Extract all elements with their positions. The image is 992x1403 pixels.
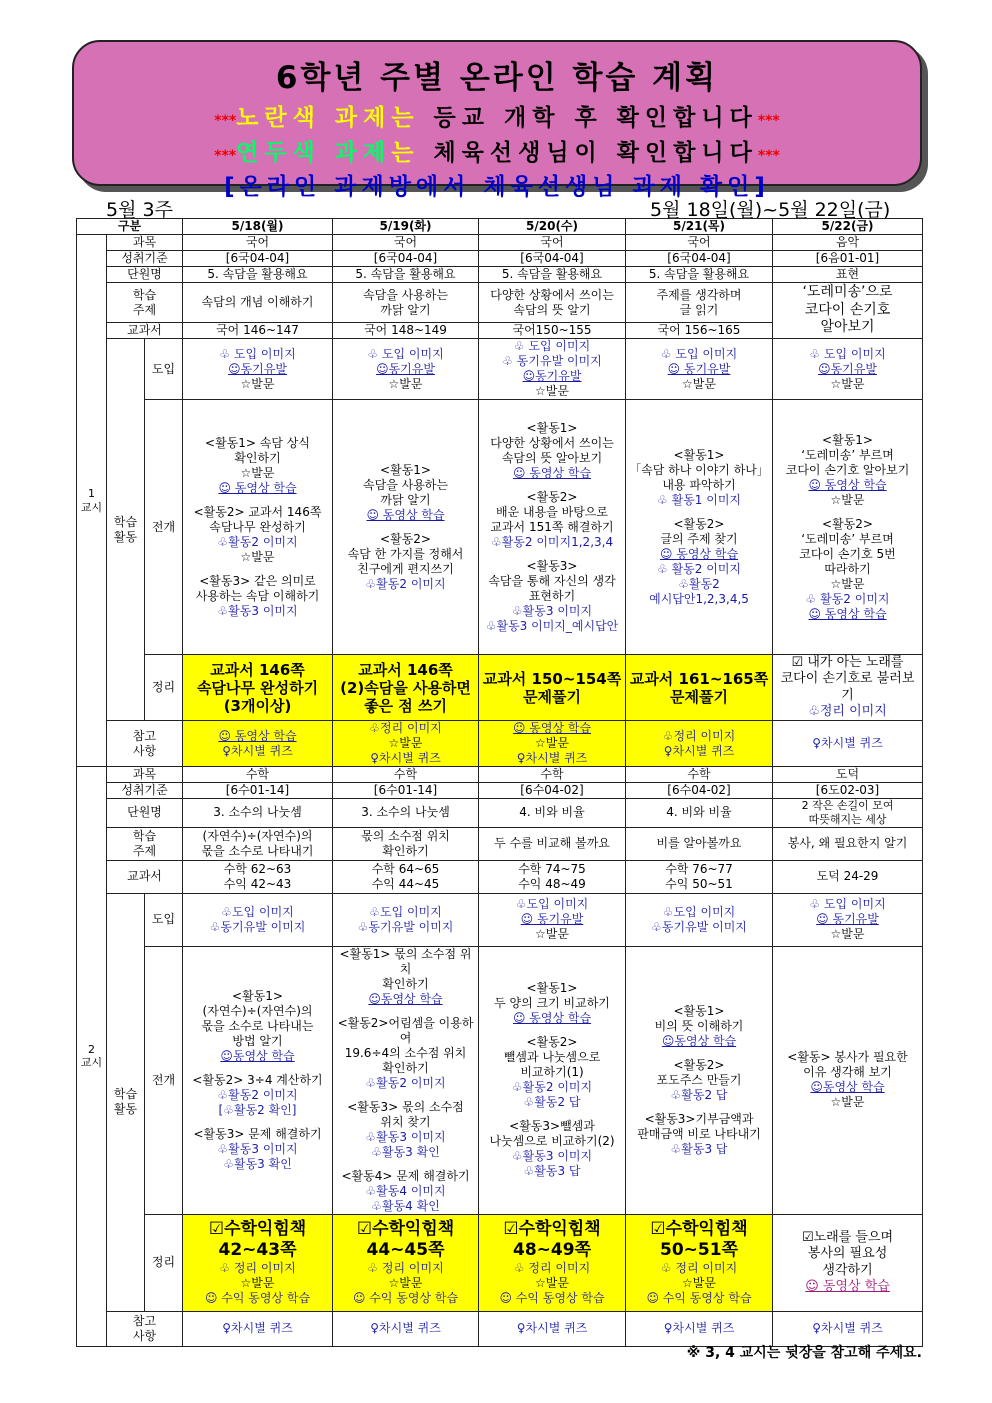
- row-label-dev: 전개: [145, 946, 183, 1214]
- topic-cell: 속담의 개념 이해하기: [183, 283, 333, 323]
- textbook-cell: 수학 64~65 수익 44~45: [333, 860, 479, 893]
- cell-line: ☆발문: [830, 927, 865, 941]
- cell-line: ☺ 동기유발: [520, 912, 584, 926]
- cell-line: <활동2> 포도주스 만들기: [656, 1057, 742, 1087]
- cell-line: ♧활동2 이미지: [365, 1075, 446, 1090]
- row-label-unit: 단원명: [107, 267, 183, 283]
- standard-cell: [6수04-02]: [479, 783, 626, 799]
- cell-line: ♧ 활동2 이미지: [805, 591, 890, 606]
- dev-cell: [626, 946, 773, 1214]
- cell-line: ♧활동3 확인: [223, 1156, 292, 1171]
- row-label-textbook: 교과서: [107, 323, 183, 339]
- cell-line: <활동1> 속담을 사용하는 까닭 알기: [363, 462, 448, 507]
- intro-cell: [333, 893, 479, 946]
- wrap-cell: ☑수학익힘책 48~49쪽 ♧ 정리 이미지 ☆발문 ☺ 수익 동영상 학습: [479, 1214, 626, 1311]
- note-cell: ♧정리 이미지 ♀차시별 퀴즈: [626, 721, 773, 767]
- row-label-note: 참고 사항: [107, 721, 183, 767]
- header-day: 5/19(화): [333, 219, 479, 235]
- textbook-cell: 국어 156~165: [626, 323, 773, 339]
- cell-line: ♧ 동기유발 이미지: [502, 354, 602, 368]
- cell-line: ♧활동4 이미지: [365, 1183, 446, 1198]
- standard-cell: [6국04-04]: [626, 251, 773, 267]
- wrap-cell: 교과서 150~154쪽 문제풀기: [479, 655, 626, 721]
- topic-cell: ‘도레미송’으로 코다이 손기호 알아보기: [773, 283, 923, 339]
- cell-line: <활동2> 배운 내용을 바탕으로 교과서 151쪽 해결하기: [490, 489, 614, 534]
- cell-line: ♧도입 이미지: [221, 904, 294, 919]
- cell-line: ☆발문: [830, 1095, 865, 1109]
- row-label-intro: 도입: [145, 893, 183, 946]
- unit-cell: 4. 비와 비율: [626, 799, 773, 828]
- cell-line: ♧활동4 확인: [371, 1198, 440, 1213]
- cell-line: ☺ 동기유발: [816, 912, 879, 926]
- standard-cell: [6국04-04]: [479, 251, 626, 267]
- cell-line: ♧도입 이미지: [662, 904, 736, 919]
- dev-cell: [773, 946, 923, 1214]
- cell-line: <활동2> ‘도레미송’ 부르며 코다이 손기호 5번 따라하기: [799, 516, 896, 576]
- dev-cell: [333, 400, 479, 655]
- cell-line: ☆발문: [830, 492, 865, 507]
- standard-cell: [6수01-14]: [183, 783, 333, 799]
- cell-line: ♧활동3 이미지: [365, 1129, 446, 1144]
- unit-cell: 3. 소수의 나눗셈: [183, 799, 333, 828]
- cell-line: ☺ 동영상 학습: [512, 1011, 592, 1025]
- cell-line: ♧ 활동2 이미지: [657, 561, 741, 576]
- week-label: 5월 3주: [106, 199, 173, 221]
- dev-cell: [773, 400, 923, 655]
- note-cell: ♀차시별 퀴즈: [479, 1311, 626, 1346]
- cell-line: ♧도입 이미지: [369, 904, 442, 919]
- topic-cell: 다양한 상황에서 쓰이는 속담의 뜻 알기: [479, 283, 626, 323]
- cell-line: ☆발문: [240, 465, 275, 480]
- topic-cell: (자연수)÷(자연수)의 몫을 소수로 나타내기: [183, 827, 333, 860]
- topic-cell: 비를 알아볼까요: [626, 827, 773, 860]
- intro-cell: [626, 893, 773, 946]
- cell-line: ♧ 활동1 이미지: [657, 492, 741, 507]
- cell-line: <활동1> 다양한 상황에서 쓰이는 속담의 뜻 알아보기: [490, 420, 614, 465]
- cell-line: ☆발문: [830, 376, 865, 391]
- cell-line: <활동3> 문제 해결하기: [193, 1126, 322, 1141]
- cell-line: <활동2>어림셈을 이용하여 19.6÷4의 소수점 위치 확인하기: [337, 1015, 474, 1075]
- dev-cell: [479, 400, 626, 655]
- cell-line: <활동2> 교과서 146쪽 속담나무 완성하기: [193, 504, 322, 534]
- cell-line: ☺동영상 학습: [220, 1048, 295, 1063]
- subject-cell: 수학: [183, 767, 333, 783]
- intro-cell: [183, 893, 333, 946]
- notice-yellow: ***노란색 과제는 등교 개학 후 확인합니다***: [214, 105, 780, 131]
- cell-line: ♧활동3 이미지: [511, 603, 593, 618]
- textbook-cell: 국어150~155: [479, 323, 626, 339]
- row-label-subject: 과목: [107, 235, 183, 251]
- subject-cell: 국어: [479, 235, 626, 251]
- row-label-textbook: 교과서: [107, 860, 183, 893]
- cell-line: ♧ 도입 이미지: [367, 346, 444, 361]
- cell-line: <활동3>뺄셈과 나눗셈으로 비교하기(2): [489, 1119, 615, 1148]
- cell-line: [♧활동2 확인]: [218, 1102, 297, 1117]
- cell-line: ☺동영상 학습: [368, 991, 443, 1006]
- cell-line: <활동3> 속담을 통해 자신의 생각 표현하기: [488, 558, 616, 603]
- notice-green: ***연두색 과제는 체육선생님이 확인합니다***: [214, 140, 780, 166]
- standard-cell: [6수04-02]: [626, 783, 773, 799]
- row-label-intro: 도입: [145, 339, 183, 400]
- page-title: 6학년 주별 온라인 학습 계획: [275, 60, 719, 96]
- cell-line: ☆발문: [388, 376, 423, 391]
- cell-line: ♧활동3 이미지: [217, 603, 298, 618]
- note-cell: ☺ 동영상 학습 ☆발문 ♀차시별 퀴즈: [479, 721, 626, 767]
- textbook-cell: 수학 74~75 수익 48~49: [479, 860, 626, 893]
- cell-line: ☆발문: [830, 576, 865, 591]
- intro-cell: [773, 893, 923, 946]
- row-label-note: 참고 사항: [107, 1311, 183, 1346]
- textbook-cell: 국어 146~147: [183, 323, 333, 339]
- cell-line: <활동4> 문제 해결하기: [341, 1168, 470, 1183]
- period-label: 1 교시: [77, 235, 107, 767]
- standard-cell: [6국04-04]: [333, 251, 479, 267]
- dev-cell: [183, 400, 333, 655]
- cell-line: ☺동기유발: [522, 369, 582, 383]
- unit-cell: 5. 속담을 활용해요: [479, 267, 626, 283]
- cell-line: ♧동기유발 이미지: [651, 919, 747, 934]
- textbook-cell: 도덕 24-29: [773, 860, 923, 893]
- textbook-cell: 수학 62~63 수익 42~43: [183, 860, 333, 893]
- cell-line: ♧ 도입 이미지: [660, 346, 738, 361]
- cell-line: ☺ 동기유발: [667, 361, 731, 376]
- row-label-wrap: 정리: [145, 655, 183, 721]
- row-label-standard: 성취기준: [107, 783, 183, 799]
- note-cell: ☺ 동영상 학습 ♀차시별 퀴즈: [183, 721, 333, 767]
- note-cell: ♧정리 이미지 ☆발문 ♀차시별 퀴즈: [333, 721, 479, 767]
- unit-cell: 5. 속담을 활용해요: [626, 267, 773, 283]
- cell-line: ♧활동2 답: [523, 1095, 581, 1109]
- cell-line: ☺ 동영상 학습: [808, 477, 887, 492]
- period-label: 2 교시: [77, 767, 107, 1347]
- cell-line: ♧활동3 답: [670, 1141, 728, 1156]
- cell-line: ☺동기유발: [818, 361, 877, 376]
- cell-line: <활동2> 뺄셈과 나눗셈으로 비교하기(1): [503, 1035, 601, 1079]
- cell-line: <활동> 봉사가 필요한 이유 생각해 보기: [787, 1050, 908, 1079]
- standard-cell: [6도02-03]: [773, 783, 923, 799]
- wrap-cell: 교과서 161~165쪽 문제풀기: [626, 655, 773, 721]
- notice-online: [온라인 과제방에서 체육선생님 과제 확인]: [224, 174, 770, 200]
- intro-cell: [333, 339, 479, 400]
- wrap-cell: 교과서 146쪽 속담나무 완성하기 (3개이상): [183, 655, 333, 721]
- cell-line: ♧ 도입 이미지: [809, 897, 886, 911]
- cell-line: <활동2> 글의 주제 찾기: [660, 516, 738, 546]
- cell-line: ☆발문: [535, 927, 569, 941]
- footer-note: ※ 3, 4 교시는 뒷장을 참고해 주세요.: [686, 1345, 922, 1361]
- cell-line: ♧활동2 이미지: [365, 576, 446, 591]
- row-label-topic: 학습 주제: [107, 283, 183, 323]
- cell-line: ♧활동2 이미지1,2,3,4: [490, 534, 614, 549]
- unit-cell: 표현: [773, 267, 923, 283]
- subject-cell: 도덕: [773, 767, 923, 783]
- cell-line: ♧동기유발 이미지: [357, 919, 454, 934]
- intro-cell: [183, 339, 333, 400]
- unit-cell: 5. 속담을 활용해요: [183, 267, 333, 283]
- cell-line: ☺ 동영상 학습: [808, 606, 887, 621]
- topic-cell: 봉사, 왜 필요한지 알기: [773, 827, 923, 860]
- cell-line: ♧활동3 이미지: [217, 1141, 298, 1156]
- topic-cell: 속담을 사용하는 까닭 알기: [333, 283, 479, 323]
- wrap-cell: ☑수학익힘책 50~51쪽 ♧ 정리 이미지 ☆발문 ☺ 수익 동영상 학습: [626, 1214, 773, 1311]
- cell-line: <활동2> 속담 한 가지를 정해서 친구에게 편지쓰기: [347, 531, 464, 576]
- schedule-table: [76, 218, 923, 1347]
- unit-cell: 3. 소수의 나눗셈: [333, 799, 479, 828]
- cell-line: <활동1> 「속담 하나 이야기 하나」 내용 파악하기: [629, 447, 769, 492]
- cell-line: ☺ 동영상 학습: [659, 546, 739, 561]
- cell-line: ♧동기유발 이미지: [209, 919, 306, 934]
- cell-line: ☺ 동영상 학습: [218, 480, 297, 495]
- cell-line: <활동3>기부금액과 판매금액 비로 나타내기: [637, 1111, 761, 1141]
- dev-cell: [479, 946, 626, 1214]
- cell-line: ♧활동3 이미지_예시답안: [485, 618, 619, 633]
- row-label-standard: 성취기준: [107, 251, 183, 267]
- cell-line: ☺동영상 학습: [661, 1033, 737, 1048]
- dev-cell: [626, 400, 773, 655]
- topic-cell: 두 수를 비교해 볼까요: [479, 827, 626, 860]
- cell-line: <활동2> 3÷4 계산하기: [192, 1072, 323, 1087]
- date-range: 5월 18일(월)~5월 22일(금): [650, 199, 891, 221]
- row-label-unit: 단원명: [107, 799, 183, 828]
- cell-line: <활동1> ‘도레미송’ 부르며 코다이 손기호 알아보기: [785, 432, 910, 477]
- wrap-cell: 교과서 146쪽 (2)속담을 사용하면 좋은 점 쓰기: [333, 655, 479, 721]
- subject-cell: 국어: [626, 235, 773, 251]
- cell-line: ♧활동2 이미지: [511, 1080, 593, 1094]
- cell-line: ☺동기유발: [376, 361, 435, 376]
- row-label-dev: 전개: [145, 400, 183, 655]
- unit-cell: 2 작은 손길이 모여 따뜻해지는 세상: [773, 799, 923, 828]
- row-label-topic: 학습 주제: [107, 827, 183, 860]
- cell-line: ☺동기유발: [228, 361, 287, 376]
- subject-cell: 음악: [773, 235, 923, 251]
- intro-cell: [626, 339, 773, 400]
- unit-cell: 4. 비와 비율: [479, 799, 626, 828]
- header-day: 5/21(목): [626, 219, 773, 235]
- textbook-cell: 수학 76~77 수익 50~51: [626, 860, 773, 893]
- cell-line: <활동3> 같은 의미로 사용하는 속담 이해하기: [195, 573, 320, 603]
- cell-line: ☆발문: [240, 549, 275, 564]
- cell-line: ☆발문: [240, 376, 275, 391]
- topic-cell: 몫의 소수점 위치 확인하기: [333, 827, 479, 860]
- textbook-cell: 국어 148~149: [333, 323, 479, 339]
- subject-cell: 수학: [626, 767, 773, 783]
- title-banner: [72, 40, 922, 200]
- cell-line: ☆발문: [682, 376, 716, 391]
- cell-line: ♧활동2 예시답안1,2,3,4,5: [649, 576, 749, 606]
- cell-line: ♧활동2 답: [670, 1087, 728, 1102]
- cell-line: ♧ 도입 이미지: [513, 339, 591, 353]
- cell-line: ☺동영상 학습: [810, 1080, 885, 1094]
- cell-line: <활동1> 비의 뜻 이해하기: [654, 1003, 744, 1033]
- cell-line: ☺ 동영상 학습: [366, 507, 445, 522]
- standard-cell: [6국04-04]: [183, 251, 333, 267]
- note-cell: ♀차시별 퀴즈: [773, 721, 923, 767]
- cell-line: <활동1> 속담 상식 확인하기: [205, 435, 310, 465]
- subject-cell: 수학: [479, 767, 626, 783]
- subject-cell: 수학: [333, 767, 479, 783]
- header-day: 5/18(월): [183, 219, 333, 235]
- cell-line: ♧활동3 이미지: [511, 1149, 593, 1163]
- cell-line: ♧ 도입 이미지: [219, 346, 296, 361]
- dev-cell: [333, 946, 479, 1214]
- cell-line: ♧활동3 확인: [371, 1144, 440, 1159]
- header-category: 구분: [77, 219, 183, 235]
- row-label-activity: 학습 활동: [107, 339, 145, 721]
- note-cell: ♀차시별 퀴즈: [626, 1311, 773, 1346]
- wrap-cell: ☑노래를 들으며 봉사의 필요성 생각하기 ☺ 동영상 학습: [773, 1214, 923, 1311]
- standard-cell: [6수01-14]: [333, 783, 479, 799]
- cell-line: ☺ 동영상 학습: [512, 465, 592, 480]
- intro-cell: [479, 893, 626, 946]
- wrap-cell: ☑수학익힘책 44~45쪽 ♧ 정리 이미지 ☆발문 ☺ 수익 동영상 학습: [333, 1214, 479, 1311]
- standard-cell: [6음01-01]: [773, 251, 923, 267]
- cell-line: <활동3> 몫의 소수점 위치 찾기: [347, 1099, 464, 1129]
- note-cell: ♀차시별 퀴즈: [773, 1311, 923, 1346]
- row-label-subject: 과목: [107, 767, 183, 783]
- cell-line: ☆발문: [535, 384, 569, 398]
- unit-cell: 5. 속담을 활용해요: [333, 267, 479, 283]
- cell-line: ♧활동2 이미지: [217, 534, 298, 549]
- note-cell: ♀차시별 퀴즈: [333, 1311, 479, 1346]
- intro-cell: [479, 339, 626, 400]
- cell-line: ♧활동3 답: [523, 1164, 581, 1178]
- cell-line: <활동1> 몫의 소수점 위치 확인하기: [339, 946, 472, 991]
- subject-cell: 국어: [333, 235, 479, 251]
- cell-line: ♧ 도입 이미지: [809, 346, 886, 361]
- wrap-cell: ☑ 내가 아는 노래를 코다이 손기호로 불러보기 ♧정리 이미지: [773, 655, 923, 721]
- row-label-wrap: 정리: [145, 1214, 183, 1311]
- note-cell: ♀차시별 퀴즈: [183, 1311, 333, 1346]
- cell-line: <활동1> (자연수)÷(자연수)의 몫을 소수로 나타내는 방법 알기: [201, 988, 314, 1048]
- cell-line: ♧활동2 이미지: [217, 1087, 298, 1102]
- cell-line: ♧도입 이미지: [515, 897, 589, 911]
- header-day: 5/22(금): [773, 219, 923, 235]
- dev-cell: [183, 946, 333, 1214]
- cell-line: <활동1> 두 양의 크기 비교하기: [494, 981, 610, 1010]
- header-day: 5/20(수): [479, 219, 626, 235]
- topic-cell: 주제를 생각하며 글 읽기: [626, 283, 773, 323]
- intro-cell: [773, 339, 923, 400]
- row-label-activity: 학습 활동: [107, 893, 145, 1311]
- subject-cell: 국어: [183, 235, 333, 251]
- wrap-cell: ☑수학익힘책 42~43쪽 ♧ 정리 이미지 ☆발문 ☺ 수익 동영상 학습: [183, 1214, 333, 1311]
